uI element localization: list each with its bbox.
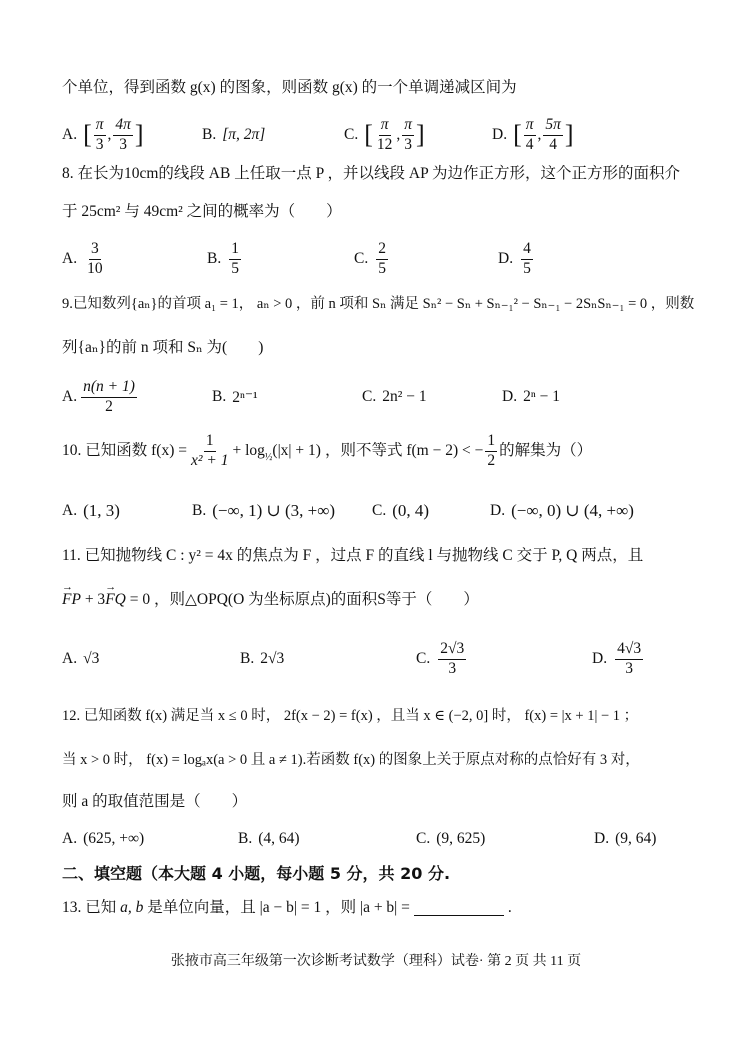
fraction: $\frac{4}{5}$ [523, 240, 531, 277]
fraction: $\frac{4\pi}{3}$ [115, 116, 131, 153]
fraction: $\frac{4√3}{3}$ [617, 640, 642, 677]
q8-line-2: 于 25cm² 与 49cm² 之间的概率为（ ） [62, 203, 342, 220]
q8-option-b[interactable]: B. $\frac{1}{5}$ [207, 240, 239, 277]
q8-line-1: 8. 在长为10cm的线段 AB 上任取一点 P ，并以线段 AP 为边作正方形，这个正方形的面积介 [62, 165, 681, 182]
q12-option-b[interactable]: B. (4, 64) [238, 830, 300, 847]
section-title: 二、填空题（本大题 4 小题，每小题 5 分，共 20 分. [62, 864, 451, 883]
q9-option-d[interactable]: D. 2ⁿ − 1 [502, 388, 560, 405]
fraction: $\frac{1}{5}$ [231, 240, 239, 277]
q11-option-a[interactable]: A. √3 [62, 650, 100, 667]
q9-option-c[interactable]: C. 2n² − 1 [362, 388, 427, 405]
vector-fp: → FP [62, 588, 81, 612]
q10-option-b[interactable]: B. (−∞, 1) ∪ (3, +∞) [192, 501, 336, 520]
q11-option-d[interactable]: D. $\frac{4√3}{3}$ [592, 640, 642, 677]
q12-option-a[interactable]: A. (625, +∞) [62, 830, 145, 847]
fraction: $\frac{\pi}{3}$ [95, 116, 104, 153]
q13-line: 13. 已知 a, b 是单位向量，且 |a − b| = 1 ，则 |a + b| = . [62, 899, 512, 916]
q8-option-c[interactable]: C. $\frac{2}{5}$ [354, 240, 386, 277]
q7-intro: 个单位，得到函数 g(x) 的图象，则函数 g(x) 的一个单调递减区间为 [62, 79, 517, 96]
fraction: $\frac{2√3}{3}$ [440, 640, 465, 677]
q12-line-1: 12. 已知函数 f(x) 满足当 x ≤ 0 时， 2f(x − 2) = f(x) ，且当 x ∈ (−2, 0] 时， f(x) = |x + 1| − 1 ； [62, 708, 639, 724]
q9-options [62, 374, 722, 420]
vector-fq: → FQ [105, 588, 126, 612]
q8-option-a[interactable]: A. $\frac{3}{10}$ [62, 240, 103, 277]
fraction: $\frac{\pi}{3}$ [404, 116, 413, 153]
q12-line-3: 则 a 的取值范围是（ ） [62, 793, 248, 810]
q12-option-c[interactable]: C. (9, 625) [416, 830, 486, 847]
q10-option-d[interactable]: D. (−∞, 0) ∪ (4, +∞) [490, 501, 634, 520]
q7-option-a[interactable]: A. [ $\frac{\pi}{3}$ , $\frac{4\pi}{3}$ ] [62, 116, 144, 153]
q9-option-a[interactable]: A. $\frac{n(n + 1)}{2}$ [62, 378, 135, 415]
q10-line: 10. 已知函数 f(x) = $\frac{1}{\text{x² + 1}}$ + log $_{\frac{1}{2}}$ (|x| + 1) ，则不等式 f(m − 2) < − $\frac{1}{2}$ 的解集为（） [62, 432, 593, 469]
q7-option-d[interactable]: D. [ $\frac{\pi}{4}$ , $\frac{5\pi}{4}$ ] [492, 116, 574, 153]
q11-option-b[interactable]: B. 2√3 [240, 650, 285, 667]
q11-line-1: 11. 已知抛物线 C : y² = 4x 的焦点为 F ，过点 F 的直线 l 与抛物线 C 交于 P, Q 两点，且 [62, 547, 644, 564]
q7-option-b[interactable]: B. [π, 2π] [202, 126, 266, 143]
q12-line-2: 当 x > 0 时， f(x) = logₐx(a > 0 且 a ≠ 1).若函数 f(x) 的图象上关于原点对称的点恰好有 3 对， [62, 752, 640, 768]
q12-options [62, 816, 722, 862]
fraction: $\frac{\pi}{4}$ [525, 116, 534, 153]
q11-options [62, 636, 722, 682]
q11-line-2: → FP + 3→ FQ = 0 ，则△OPQ(O 为坐标原点)的面积S等于（ ） [62, 588, 712, 612]
q10-options [62, 488, 722, 534]
vectors-ab: a, b [120, 899, 144, 916]
q7-option-c[interactable]: C. [ $\frac{\pi}{12}$ , $\frac{\pi}{3}$ ] [344, 116, 425, 153]
fraction: $\frac{1}{\text{x² + 1}}$ [190, 432, 229, 469]
answer-blank[interactable] [414, 899, 504, 916]
q8-option-d[interactable]: D. $\frac{4}{5}$ [498, 240, 531, 277]
page-footer: 张掖市高三年级第一次诊断考试数学（理科）试卷· 第 2 页 共 11 页 [170, 954, 582, 969]
q9-option-b[interactable]: B. 2ⁿ⁻¹ [212, 388, 258, 406]
q11-option-c[interactable]: C. $\frac{2√3}{3}$ [416, 640, 465, 677]
q7-options [62, 112, 722, 158]
fraction: $\frac{\pi}{12}$ [376, 116, 393, 153]
fraction: $\frac{1}{2}$ [487, 432, 496, 469]
fraction: $\frac{5\pi}{4}$ [545, 116, 561, 153]
fraction: $\frac{n(n + 1)}{2}$ [83, 378, 135, 415]
fraction: $\frac{3}{10}$ [87, 240, 103, 277]
q9-line-2: 列{aₙ}的前 n 项和 Sₙ 为( ) [62, 339, 264, 356]
q9-line-1: 9.已知数列{aₙ}的首项 a₁ = 1， aₙ > 0 ，前 n 项和 Sₙ 满足 Sₙ² − Sₙ + Sₙ₋₁² − Sₙ₋₁ − 2SₙSₙ₋₁ = 0 ，则数 [62, 296, 695, 312]
q8-options [62, 236, 722, 282]
q10-option-c[interactable]: C. (0, 4) [372, 501, 430, 520]
q12-option-d[interactable]: D. (9, 64) [594, 830, 657, 847]
q10-option-a[interactable]: A. (1, 3) [62, 501, 120, 520]
fraction: $\frac{2}{5}$ [378, 240, 386, 277]
